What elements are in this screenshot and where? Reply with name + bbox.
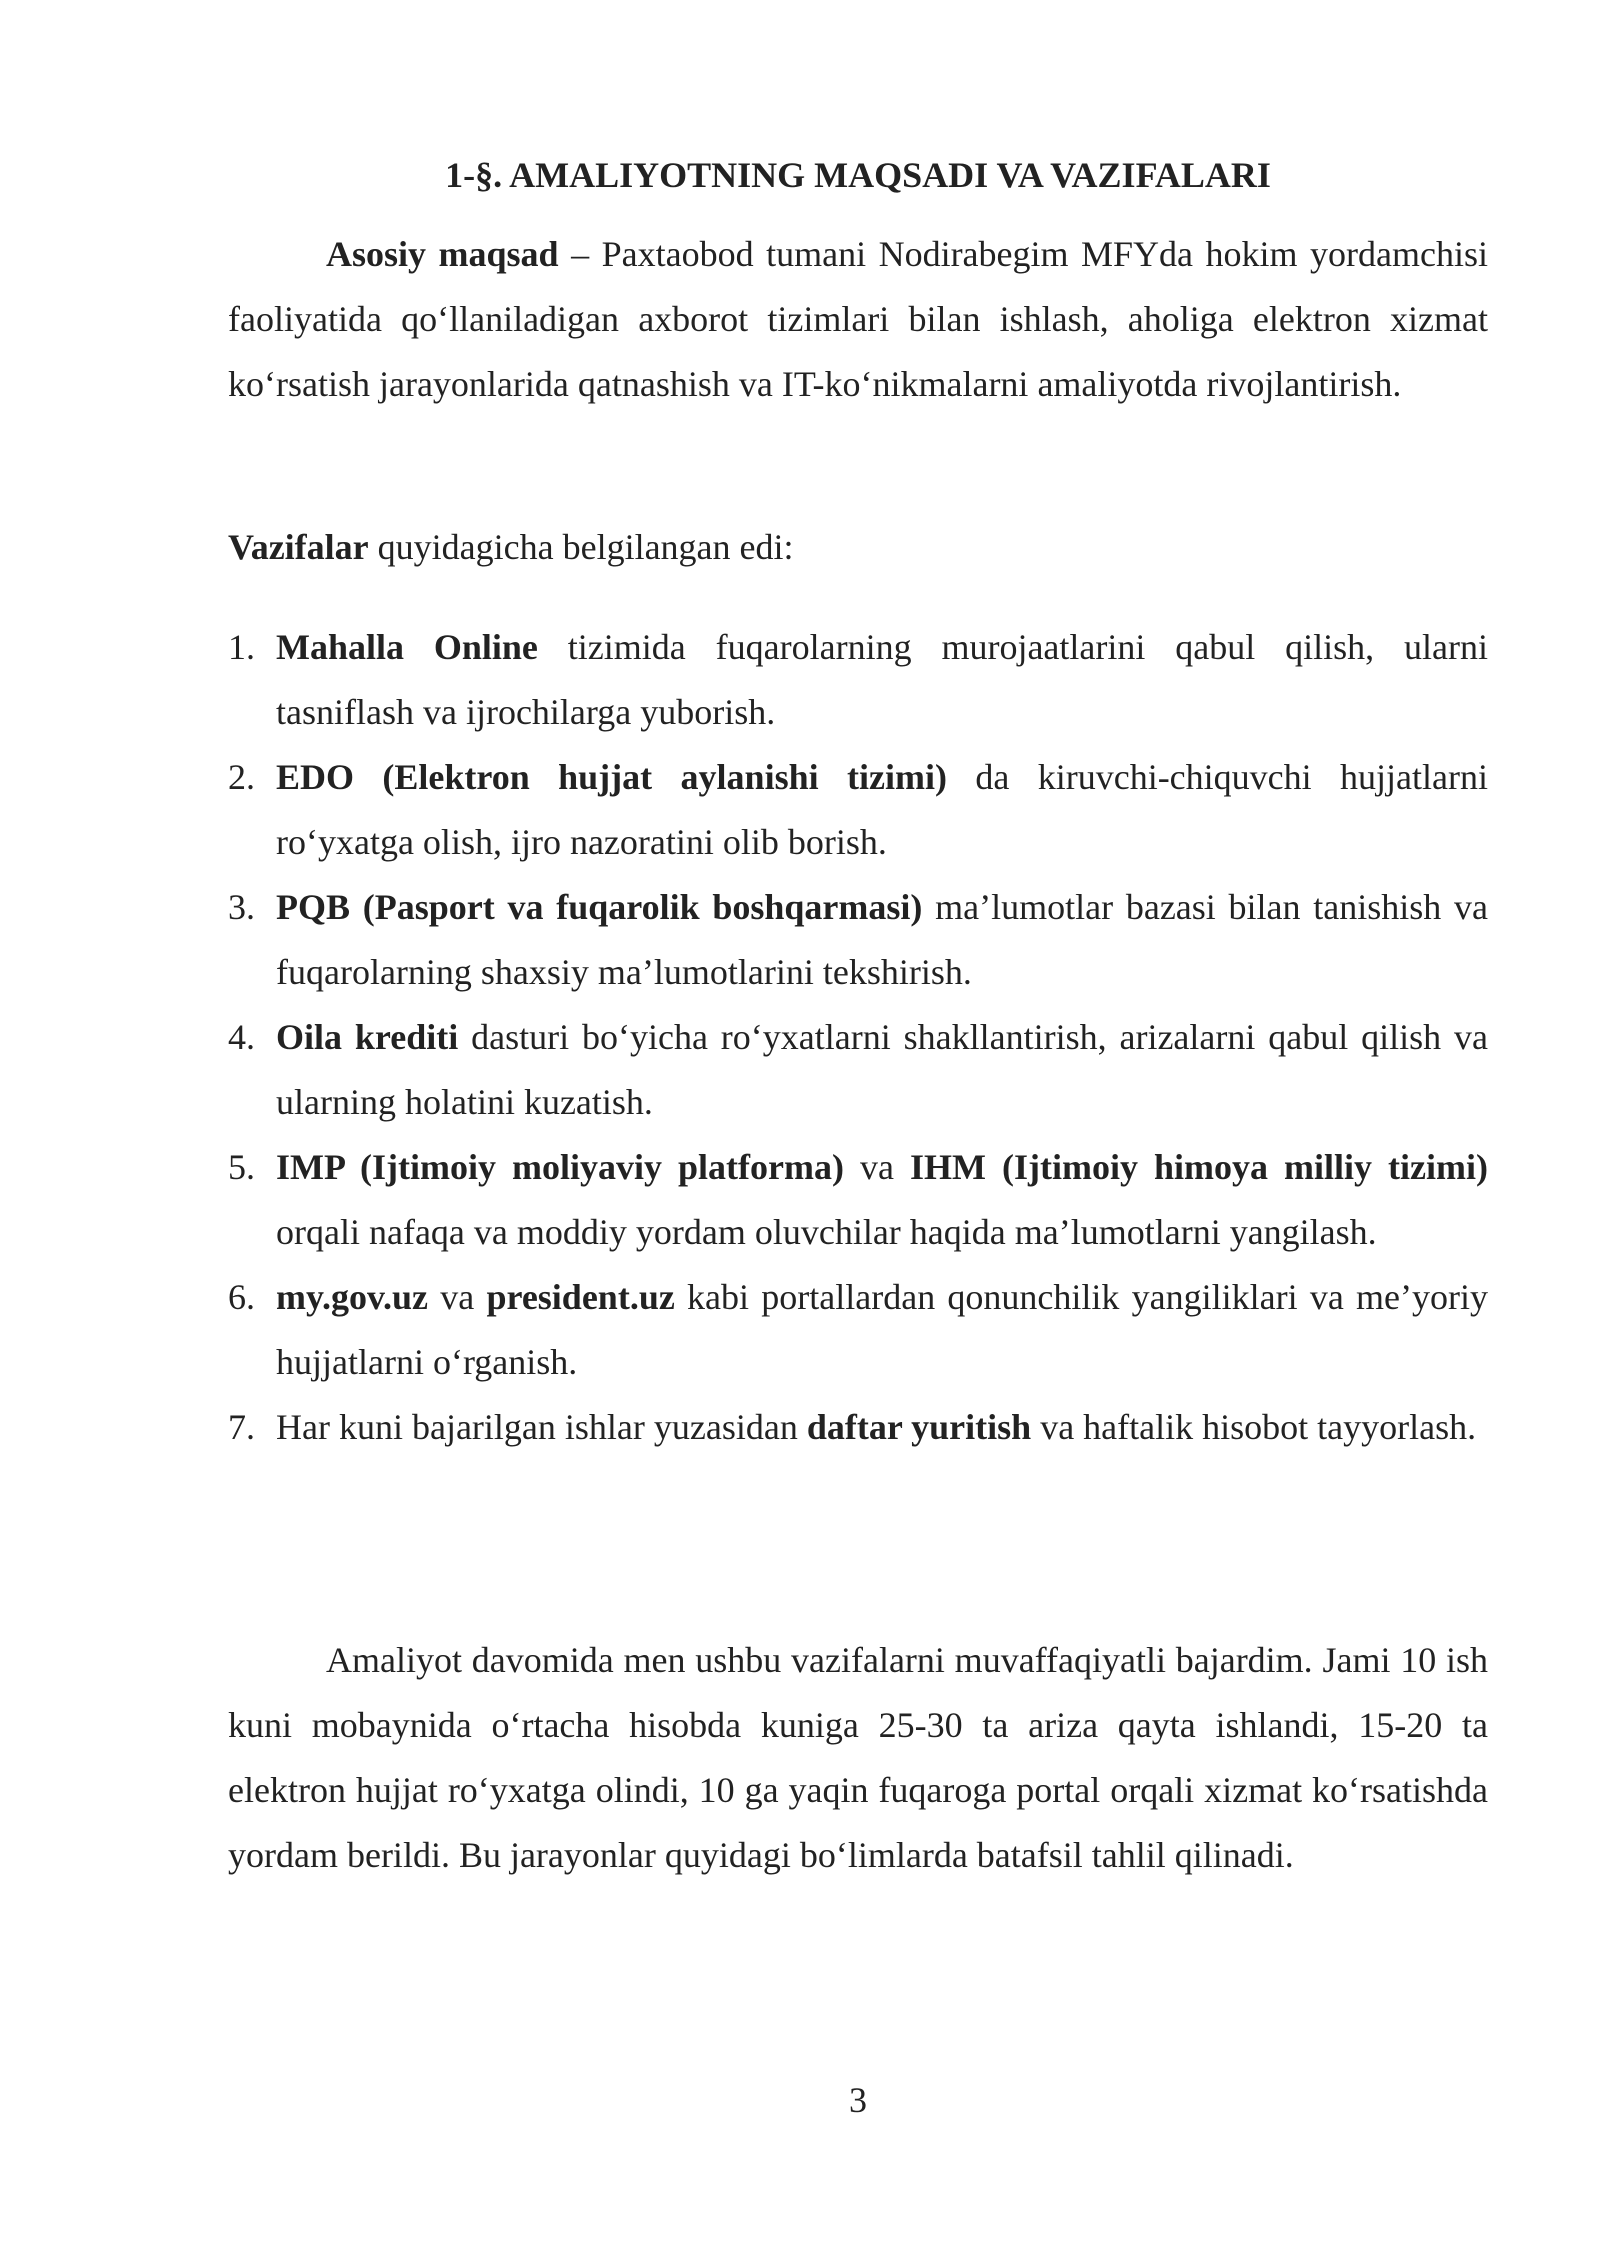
list-item: [228, 1005, 1488, 1135]
page-number: 3: [849, 2080, 867, 2120]
list-item: [228, 745, 1488, 875]
list-item: [228, 1135, 1488, 1265]
list-item-number: 7.: [228, 1407, 255, 1447]
conclusion-paragraph: Amaliyot davomida men ushbu vazifalarni muvaffaqiyatli bajardim. Jami 10 ish kuni mobaynida o‘rtacha hisobda kuniga 25-30 ta ariza qayta ishlandi, 15-20 ta elektron hujjat ro‘yxatga olindi, 10 ga yaqin fuqaroga portal orqali xizmat ko‘rsatishda yordam berildi. Bu jarayonlar quyidagi bo‘limlarda batafsil tahlil qilinadi.: [228, 1640, 1488, 1875]
list-item-connector: va: [428, 1277, 487, 1317]
list-item-connector: va: [843, 1147, 910, 1187]
list-item: [228, 1265, 1488, 1395]
list-item-bold: daftar yuritish: [806, 1407, 1032, 1447]
section-heading: 1-§. AMALIYOTNING MAQSADI VA VAZIFALARI: [445, 155, 1271, 195]
list-item-number: 1.: [228, 627, 255, 667]
list-item-bold: my.gov.uz: [276, 1277, 429, 1317]
list-item: [228, 875, 1488, 1005]
list-item-bold: Mahalla Online: [276, 627, 538, 667]
list-item-text: da kiruvchi-chiquvchi hujjatlarni ro‘yxatga olish, ijro nazoratini olib borish.: [276, 757, 1488, 862]
list-item-text: dasturi bo‘yicha ro‘yxatlarni shakllantirish, arizalarni qabul qilish va ularning holatini kuzatish.: [276, 1017, 1488, 1122]
tasks-intro-label: Vazifalar: [228, 527, 369, 567]
goal-text: Paxtaobod tumani Nodirabegim MFYda hokim yordamchisi faoliyatida qo‘llaniladigan axborot tizimlari bilan ishlash, aholiga elektron xizmat ko‘rsatish jarayonlarida qatnashish va IT-ko‘nikmalarni amaliyotda rivojlantirish.: [228, 234, 1489, 404]
list-item-bold-second: president.uz: [486, 1277, 675, 1317]
list-item-text: kabi portallardan qonunchilik yangiliklari va me’yoriy hujjatlarni o‘rganish.: [276, 1277, 1488, 1382]
list-item-number: 2.: [228, 757, 255, 797]
list-item-bold: Oila krediti: [276, 1017, 459, 1057]
list-item-bold-second: IHM (Ijtimoiy himoya milliy tizimi): [910, 1147, 1488, 1187]
list-item-text: orqali nafaqa va moddiy yordam oluvchilar haqida ma’lumotlarni yangilash.: [276, 1212, 1377, 1252]
list-item-bold: EDO (Elektron hujjat aylanishi tizimi): [276, 757, 947, 797]
list-item-bold: PQB (Pasport va fuqarolik boshqarmasi): [276, 887, 923, 927]
list-item-text: va haftalik hisobot tayyorlash.: [1031, 1407, 1477, 1447]
list-item-number: 6.: [228, 1277, 255, 1317]
goal-label: Asosiy maqsad: [326, 234, 559, 274]
tasks-list: [228, 615, 1488, 1460]
list-item-pretext: Har kuni bajarilgan ishlar yuzasidan: [276, 1407, 807, 1447]
list-item: [228, 615, 1488, 745]
list-item-text: ma’lumotlar bazasi bilan tanishish va fuqarolarning shaxsiy ma’lumotlarini tekshirish.: [276, 887, 1489, 992]
document-page: [228, 0, 1488, 2262]
list-item-text: tizimida fuqarolarning murojaatlarini qabul qilish, ularni tasniflash va ijrochilarga yuborish.: [276, 627, 1488, 732]
list-item-number: 5.: [228, 1147, 255, 1187]
goal-paragraph: [228, 222, 1488, 417]
tasks-intro-text: quyidagicha belgilangan edi:: [368, 527, 794, 567]
list-item-number: 3.: [228, 887, 255, 927]
list-item: [228, 1395, 1488, 1460]
list-item-number: 4.: [228, 1017, 255, 1057]
tasks-intro-paragraph: [228, 515, 1488, 580]
goal-dash: –: [558, 234, 602, 274]
list-item-bold: IMP (Ijtimoiy moliyaviy platforma): [276, 1147, 844, 1187]
